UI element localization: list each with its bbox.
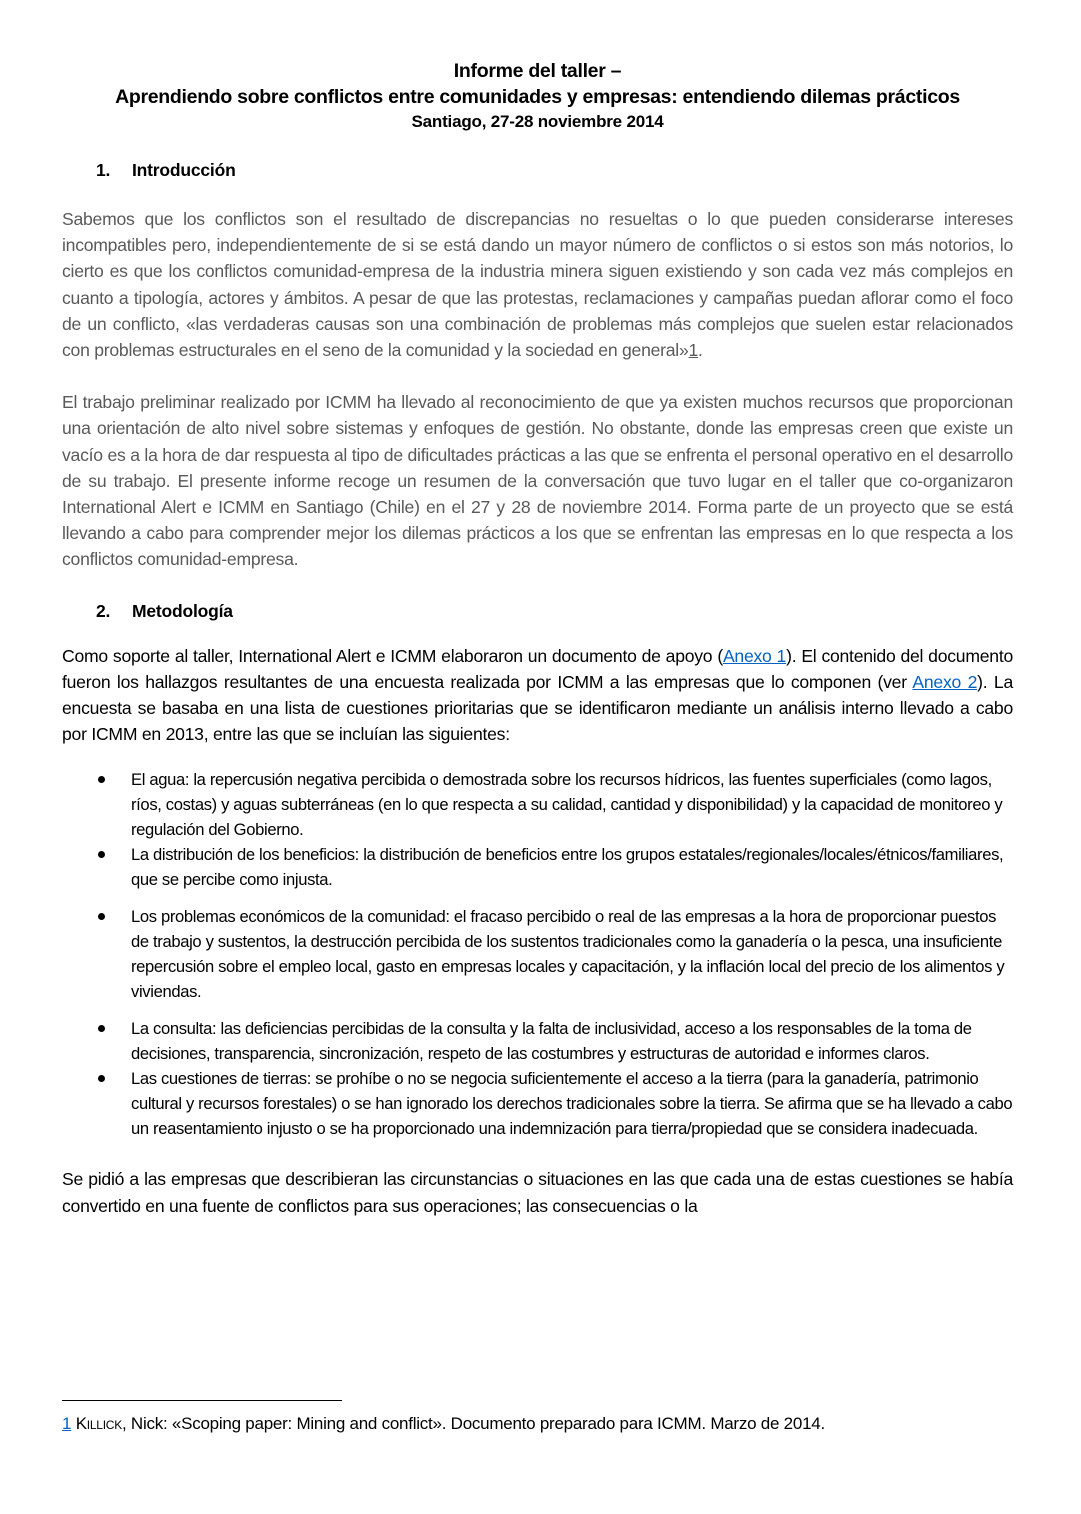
methodology-text-1: Como soporte al taller, International Alert e ICMM elaboraron un documento de apoyo (	[62, 645, 723, 666]
intro-paragraph-1	[62, 206, 1013, 363]
priority-issues-list	[62, 767, 1013, 1141]
section-heading-introduccion	[62, 158, 1013, 182]
list-item-agua	[98, 767, 1013, 842]
anexo-1-link[interactable]: Anexo 1	[722, 645, 787, 666]
document-page	[62, 58, 1013, 1219]
list-item-consulta	[98, 1016, 1013, 1066]
footnote-text: , Nick: «Scoping paper: Mining and conflict». Documento preparado para ICMM. Marzo de 2014.	[121, 1414, 825, 1433]
bullet-icon	[98, 913, 105, 920]
footnote-separator	[62, 1400, 342, 1401]
list-item-text: El agua: la repercusión negativa percibida o demostrada sobre los recursos hídricos, las fuentes superficiales (como lagos, ríos, costas) y aguas subterráneas (en lo que respecta a su calidad, cantidad y disponibilidad) y la capacidad de monitoreo y regulación del Gobierno.	[131, 770, 1003, 840]
footnote-author: Killick	[75, 1414, 122, 1433]
closing-paragraph: Se pidió a las empresas que describieran las circunstancias o situaciones en las que cada una de estas cuestiones se había convertido en una fuente de conflictos para sus operaciones; las consecuencias o la	[62, 1169, 1013, 1216]
list-item-problemas-economicos	[98, 904, 1013, 1004]
list-item-distribucion	[98, 842, 1013, 892]
footnote	[62, 1412, 825, 1436]
list-item-text: La consulta: las deficiencias percibidas de la consulta y la falta de inclusividad, acceso a los responsables de la toma de decisiones, transparencia, sincronización, respeto de las costumbres y estructuras de autoridad e informes claros.	[131, 1019, 972, 1064]
report-title-line1: Informe del taller –	[453, 60, 622, 82]
section-title: Introducción	[132, 160, 236, 180]
section-number: 2.	[96, 600, 111, 621]
list-item-text: La distribución de los beneficios: la distribución de beneficios entre los grupos estatales/regionales/locales/étnicos/familiares, que se percibe como injusta.	[131, 845, 1004, 890]
list-item-tierras	[98, 1066, 1013, 1141]
section-heading-metodologia	[62, 599, 1013, 623]
section-title: Metodología	[132, 600, 233, 621]
sentence-end: .	[698, 340, 703, 361]
report-date: Santiago, 27-28 noviembre 2014	[411, 112, 664, 131]
anexo-2-link[interactable]: Anexo 2	[912, 671, 978, 692]
bullet-icon	[98, 776, 105, 783]
methodology-text-3: ). La encuesta se basaba en una lista de cuestiones prioritarias que se identificaron mediante un análisis interno llevado a cabo por ICMM en 2013, entre las que se incluían las siguientes:	[62, 671, 1013, 745]
bullet-icon	[98, 1075, 105, 1082]
bullet-icon	[98, 1025, 105, 1032]
intro-paragraph-2: El trabajo preliminar realizado por ICMM ha llevado al reconocimiento de que ya existen muchos recursos que proporcionan una orientación de alto nivel sobre sistemas y enfoques de gestión. No obstante, donde las empresas creen que existe un vacío es a la hora de dar respuesta al tipo de dificultades prácticas a las que se enfrenta el personal operativo en el desarrollo de su trabajo. El presente informe recoge un resumen de la conversación que tuvo lugar en el taller que co-organizaron International Alert e ICMM en Santiago (Chile) en el 27 y 28 de noviembre 2014. Forma parte de un proyecto que se está llevando a cabo para comprender mejor los dilemas prácticos a los que se enfrentan las empresas en lo que respecta a los conflictos comunidad-empresa.	[62, 392, 1013, 570]
methodology-text-2: ). El contenido del documento fueron los hallazgos resultantes de una encuesta realizada por ICMM a las empresas que lo componen (ver	[62, 645, 1013, 692]
methodology-paragraph	[62, 643, 1013, 748]
list-item-text: Las cuestiones de tierras: se prohíbe o no se negocia suficientemente el acceso a la tierra (para la ganadería, patrimonio cultural y recursos forestales) o se han ignorado los derechos tradicionales sobre la tierra. Se afirma que se ha llevado a cabo un reasentamiento injusto o se ha proporcionado una indemnización para tierra/propiedad que se considera inadecuada.	[131, 1069, 1013, 1139]
footnote-ref-link[interactable]: 1	[688, 340, 699, 361]
bullet-icon	[98, 851, 105, 858]
list-item-text: Los problemas económicos de la comunidad: el fracaso percibido o real de las empresas a la hora de proporcionar puestos de trabajo y sustentos, la destrucción percibida de los sustentos tradicionales como la ganadería o la pesca, una insuficiente repercusión sobre el empleo local, gasto en empresas locales y capacitación, y la inflación local del precio de los alimentos y viviendas.	[131, 907, 1005, 1002]
report-title-line2: Aprendiendo sobre conflictos entre comunidades y empresas: entendiendo dilemas prácticos	[115, 86, 960, 108]
intro-paragraph-1-text: Sabemos que los conflictos son el resultado de discrepancias no resueltas o lo que pueden considerarse intereses incompatibles pero, independientemente de si se está dando un mayor número de conflictos o si estos son más notorios, lo cierto es que los conflictos comunidad-empresa de la industria minera siguen existiendo y son cada vez más complejos en cuanto a tipología, actores y ámbitos. A pesar de que las protestas, reclamaciones y campañas puedan aflorar como el foco de un conflicto, «las verdaderas causas son una combinación de problemas más complejos que suelen estar relacionados con problemas estructurales en el seno de la comunidad y la sociedad en general»	[62, 209, 1013, 361]
section-number: 1.	[96, 160, 111, 180]
footnote-number-link[interactable]: 1	[62, 1414, 72, 1433]
